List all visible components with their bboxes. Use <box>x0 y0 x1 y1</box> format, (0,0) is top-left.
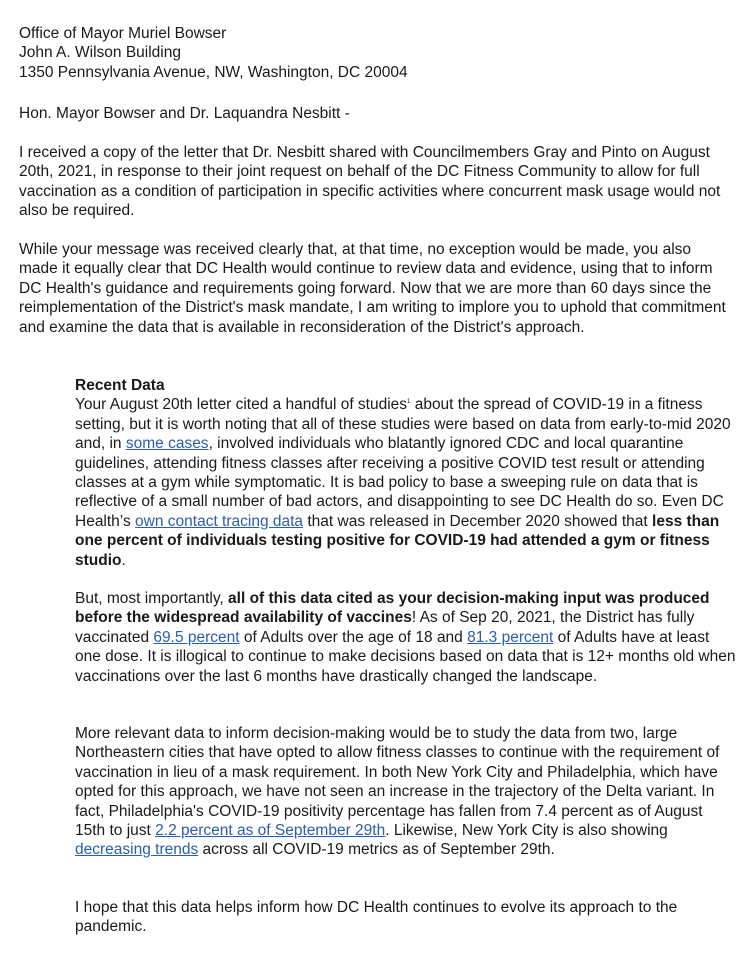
recent-data-section <box>75 376 737 570</box>
intro-paragraph: I received a copy of the letter that Dr. Nesbitt shared with Councilmembers Gray and Pinto on August 20th, 2021, in response to their joint request on behalf of the DC Fitness Community to allow for full vaccination as a condition of participation in specific activities where concurrent mask usage would not also be required. <box>19 144 721 220</box>
vaccines-paragraph: But, most importantly, all of this data cited as your decision-making input was produced before the widespread availability of vaccines! As of Sep 20, 2021, the District has fully vaccinated 69.5 percent of Adults over the age of 18 and 81.3 percent of Adults have at least one dose. It is illogical to continue to make decisions based on data that is 12+ months old when vaccinations over the last 6 months have drastically changed the landscape. <box>75 590 736 685</box>
comparison-paragraph: More relevant data to inform decision-making would be to study the data from two, large Northeastern cities that have opted to allow fitness classes to continue with the requirement of vaccination in lieu of a mask requirement. In both New York City and Philadelphia, which have opted for this approach, we have not seen an increase in the trajectory of the Delta variant. In fact, Philadelphia's COVID-19 positivity percentage has fallen from 7.4 percent as of August 15th to just 2.2 percent as of September 29th. Likewise, New York City is also showing decreasing trends across all COVID-19 metrics as of September 29th. <box>75 725 720 859</box>
fully-vaccinated-link[interactable]: 69.5 percent <box>153 628 240 646</box>
followup-paragraph: While your message was received clearly that, at that time, no exception would be made, you also made it equally clear that DC Health would continue to review data and evidence, using that to inform DC Health's guidance and requirements going forward. Now that we are more than 60 days since the reimplementation of the District's mask mandate, I am writing to implore you to uphold that commitment and examine the data that is available in reconsideration of the District's approach. <box>19 241 726 336</box>
vaccines-emphasis-text: all of this data cited as your decision-making input was produced before the widespread availability of vaccines <box>75 590 710 627</box>
footnote-marker: 1 <box>407 399 411 406</box>
nyc-trends-link[interactable]: decreasing trends <box>75 841 199 859</box>
address-line-1: Office of Mayor Muriel Bowser <box>19 25 227 42</box>
studies-paragraph: Your August 20th letter cited a handful of studies$^1$ about the spread of COVID-19 in a fitness setting, but it is worth noting that all of these studies were based on data from early-to-mid 2020 and, in some cases, involved individuals who blatantly ignored CDC and local quarantine guidelines, attending fitness classes after receiving a positive COVID test result or attending classes at a gym while symptomatic. It is bad policy to base a sweeping rule on data that is reflective of a small number of bad actors, and disappointing to see DC Health do so. Even DC Health’s own contact tracing data that was released in December 2020 showed that less than one percent of individuals testing positive for COVID-19 had attended a gym or fitness studio. <box>75 396 731 569</box>
address-line-3: 1350 Pennsylvania Avenue, NW, Washington, DC 20004 <box>19 63 408 81</box>
contact-tracing-data-link[interactable]: own contact tracing data <box>135 512 304 530</box>
some-cases-link[interactable]: some cases <box>125 435 209 453</box>
closing-paragraph: I hope that this data helps inform how DC Health continues to evolve its approach to the pandemic. <box>75 899 678 936</box>
one-dose-link[interactable]: 81.3 percent <box>467 628 554 646</box>
key-finding-text: less than one percent of individuals testing positive for COVID-19 had attended a gym or fitness studio <box>75 512 720 569</box>
section-heading: Recent Data <box>75 377 165 394</box>
salutation: Hon. Mayor Bowser and Dr. Laquandra Nesbitt - <box>19 105 350 122</box>
address-line-2: John A. Wilson Building <box>19 44 181 62</box>
recipient-address <box>19 24 731 82</box>
philadelphia-positivity-link[interactable]: 2.2 percent as of September 29th <box>155 822 386 840</box>
